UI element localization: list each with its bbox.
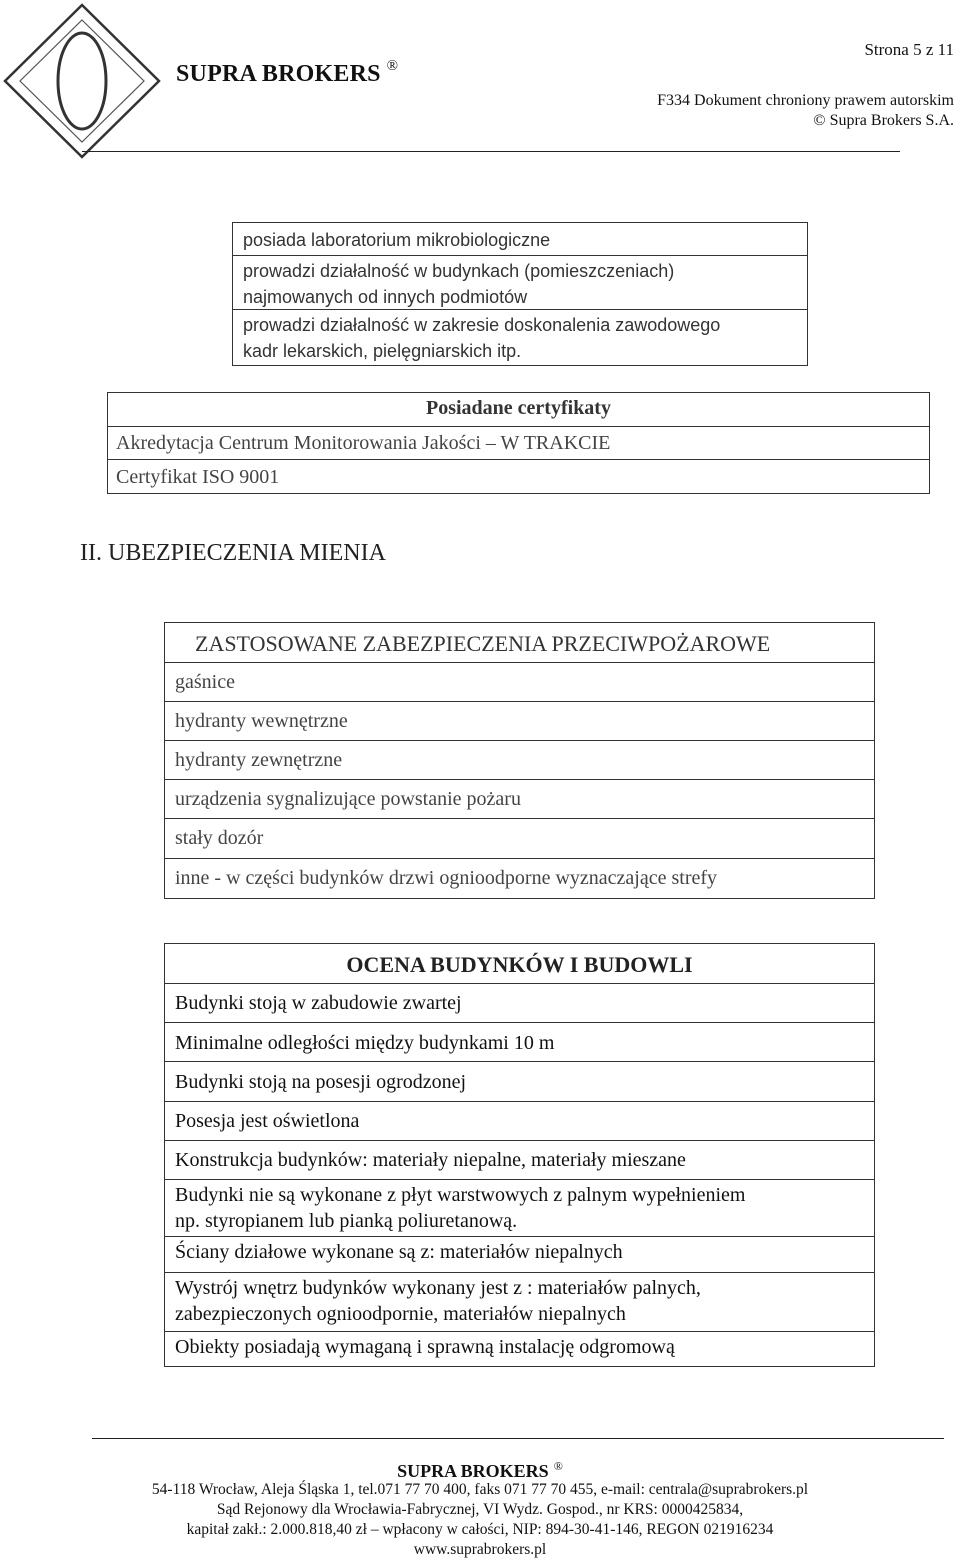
copyright-owner: © Supra Brokers S.A.: [813, 112, 954, 129]
footer-registered-mark: ®: [553, 1459, 563, 1473]
table-cell: Akredytacja Centrum Monitorowania Jakości – W TRAKCIE: [116, 432, 611, 454]
table-row: [233, 309, 807, 365]
table-cell: najmowanych od innych podmiotów: [243, 287, 528, 307]
footer-divider: [92, 1438, 944, 1439]
table-cell: prowadzi działalność w budynkach (pomieszczeniach): [243, 261, 675, 281]
table-row: [233, 223, 807, 256]
table-cell: Budynki stoją na posesji ogrodzonej: [175, 1071, 467, 1093]
table-row: [165, 983, 874, 1023]
table-cell: kadr lekarskich, pielęgniarskich itp.: [243, 341, 522, 361]
footer-court-registration: Sąd Rejonowy dla Wrocławia-Fabrycznej, VI Wydz. Gospod., nr KRS: 0000425834,: [216, 1501, 744, 1518]
fire-protection-title: ZASTOSOWANE ZABEZPIECZENIA PRZECIWPOŻAROWE: [195, 631, 771, 656]
activities-table: [232, 222, 808, 366]
section-heading: II. UBEZPIECZENIA MIENIA: [80, 540, 386, 566]
table-row: [165, 1101, 874, 1141]
table-cell: Wystrój wnętrz budynków wykonany jest z : materiałów palnych,: [175, 1277, 701, 1299]
footer-brand: SUPRA BROKERS ®: [397, 1459, 563, 1481]
footer-website: www.suprabrokers.pl: [413, 1541, 547, 1558]
table-cell: urządzenia sygnalizujące powstanie pożaru: [175, 788, 521, 810]
table-cell: Certyfikat ISO 9001: [116, 466, 280, 488]
table-cell: inne - w części budynków drzwi ognioodporne wyznaczające strefy: [175, 867, 718, 889]
table-row: [165, 1022, 874, 1062]
table-row: [165, 740, 874, 780]
certificates-title: Posiadane certyfikaty: [426, 397, 611, 419]
table-row: [165, 818, 874, 858]
copyright-notice: F334 Dokument chroniony prawem autorskim: [657, 92, 954, 109]
table-row: [165, 701, 874, 741]
table-cell: posiada laboratorium mikrobiologiczne: [243, 230, 551, 250]
table-cell: Budynki nie są wykonane z płyt warstwowych z palnym wypełnieniem: [175, 1184, 746, 1206]
table-row: [165, 1272, 874, 1332]
table-row: [165, 779, 874, 819]
table-cell: zabezpieczonych ognioodpornie, materiałów niepalnych: [175, 1303, 626, 1325]
table-row: [165, 858, 874, 898]
table-row: [165, 1140, 874, 1180]
table-cell: Ściany działowe wykonane są z: materiałów niepalnych: [175, 1241, 623, 1263]
table-cell: Posesja jest oświetlona: [175, 1110, 360, 1132]
footer-address: 54-118 Wrocław, Aleja Śląska 1, tel.071 77 70 400, faks 071 77 70 455, e-mail: centrala@suprabrokers.pl: [151, 1481, 809, 1498]
supra-brokers-logo: [2, 2, 162, 160]
header-brand: SUPRA BROKERS ®: [176, 58, 399, 87]
table-row: [108, 426, 929, 460]
table-row: [165, 1061, 874, 1101]
table-cell: gaśnice: [175, 671, 235, 693]
building-assessment-title: OCENA BUDYNKÓW I BUDOWLI: [346, 952, 693, 977]
table-cell: np. styropianem lub pianką poliuretanową.: [175, 1210, 518, 1232]
building-assessment-table: [164, 943, 875, 1367]
header-divider: [82, 151, 900, 152]
table-row: [165, 1331, 874, 1367]
table-cell: Minimalne odległości między budynkami 10 m: [175, 1032, 555, 1054]
page-number: Strona 5 z 11: [864, 40, 954, 59]
table-cell: hydranty wewnętrzne: [175, 710, 348, 732]
table-cell: Konstrukcja budynków: materiały niepalne, materiały mieszane: [175, 1149, 686, 1171]
table-row: [165, 662, 874, 702]
table-cell: prowadzi działalność w zakresie doskonalenia zawodowego: [243, 315, 721, 335]
fire-protection-table: [164, 622, 875, 899]
table-cell: hydranty zewnętrzne: [175, 749, 343, 771]
registered-mark: ®: [386, 58, 399, 74]
certificates-table: [107, 392, 930, 494]
table-row: [165, 1179, 874, 1239]
table-row: [108, 459, 929, 493]
table-cell: Budynki stoją w zabudowie zwartej: [175, 992, 462, 1014]
footer-capital-info: kapitał zakł.: 2.000.818,40 zł – wpłacony w całości, NIP: 894-30-41-146, REGON 021916234: [186, 1521, 774, 1538]
table-row: [233, 255, 807, 311]
table-cell: Obiekty posiadają wymaganą i sprawną instalację odgromową: [175, 1336, 675, 1358]
table-cell: stały dozór: [175, 827, 264, 849]
table-row: [165, 1236, 874, 1272]
